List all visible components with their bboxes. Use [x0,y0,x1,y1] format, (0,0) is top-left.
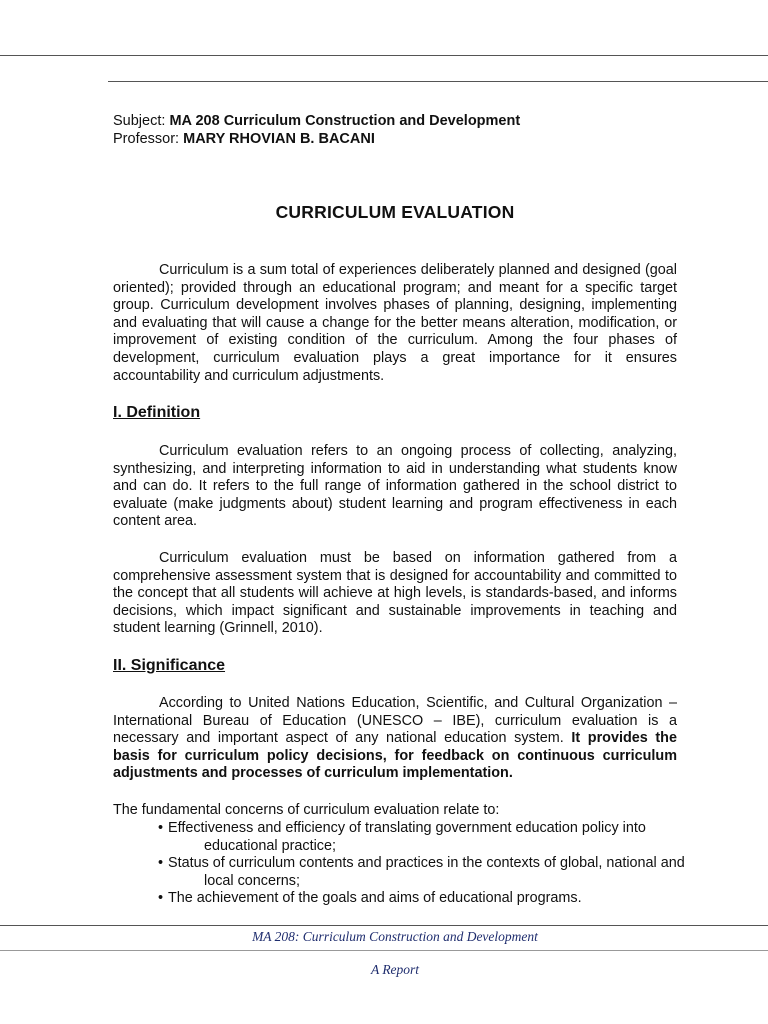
concerns-list [158,820,698,908]
document-title: CURRICULUM EVALUATION [275,202,515,222]
definition-paragraph-1: Curriculum evaluation refers to an ongoing process of collecting, analyzing, synthesizing, and interpreting information to aid in understanding what students know and can do. It refers to the full range of information gathered in the school district to evaluate (make judgments about) student learning and program effectiveness in each content area. [113,443,677,530]
list-item [158,820,698,855]
bullet-icon: • [158,855,164,872]
list-item [158,855,698,890]
list-item-text: Status of curriculum contents and practices in the contexts of global, national and local concerns; [168,855,685,889]
list-item-text: Effectiveness and efficiency of translating government education policy into educational practice; [168,820,646,854]
bullet-icon: • [158,820,164,836]
professor-line [113,130,683,148]
footer-course: MA 208: Curriculum Construction and Development [252,929,538,944]
bullet-icon: • [158,890,164,907]
subject-label: Subject: [113,113,166,129]
section-heading-significance: II. Significance [113,657,226,674]
professor-label: Professor: [113,131,180,147]
top-rule-2 [108,81,768,82]
concerns-intro: The fundamental concerns of curriculum evaluation relate to: [113,802,500,818]
subject-value: MA 208 Curriculum Construction and Development [169,113,521,129]
header-block [113,112,683,148]
footer-rule-1 [0,925,768,926]
list-item-text: The achievement of the goals and aims of educational programs. [168,890,582,907]
definition-paragraph-2: Curriculum evaluation must be based on information gathered from a comprehensive assessment system that is designed for accountability and committed to the concept that all students will achieve at high levels, is standards-based, and informs decisions, which impact significant and sustainable improvements in teaching and student learning (Grinnell, 2010). [113,550,677,637]
professor-value: MARY RHOVIAN B. BACANI [183,131,375,147]
significance-normal-text: According to United Nations Education, Scientific, and Cultural Organization – International Bureau of Education (UNESCO – IBE), curriculum evaluation is a necessary and important aspect of any national education system. [113,695,677,747]
footer-rule-2 [0,950,768,951]
significance-bold-text: It provides the basis for curriculum policy decisions, for feedback on continuous curriculum adjustments and processes of curriculum implementation. [113,730,677,782]
subject-line [113,112,683,130]
section-heading-definition: I. Definition [113,404,201,421]
significance-paragraph [113,695,677,783]
intro-paragraph: Curriculum is a sum total of experiences deliberately planned and designed (goal oriented); provided through an educational program; and meant for a specific target group. Curriculum development involves phases of planning, designing, implementing and evaluating that will cause a change for the better means alteration, modification, or improvement of existing condition of the curriculum. Among the four phases of development, curriculum evaluation plays a great importance for it ensures accountability and curriculum adjustments. [113,262,677,384]
footer-report: A Report [370,962,420,977]
top-rule-1 [0,55,768,56]
list-item [158,890,698,908]
